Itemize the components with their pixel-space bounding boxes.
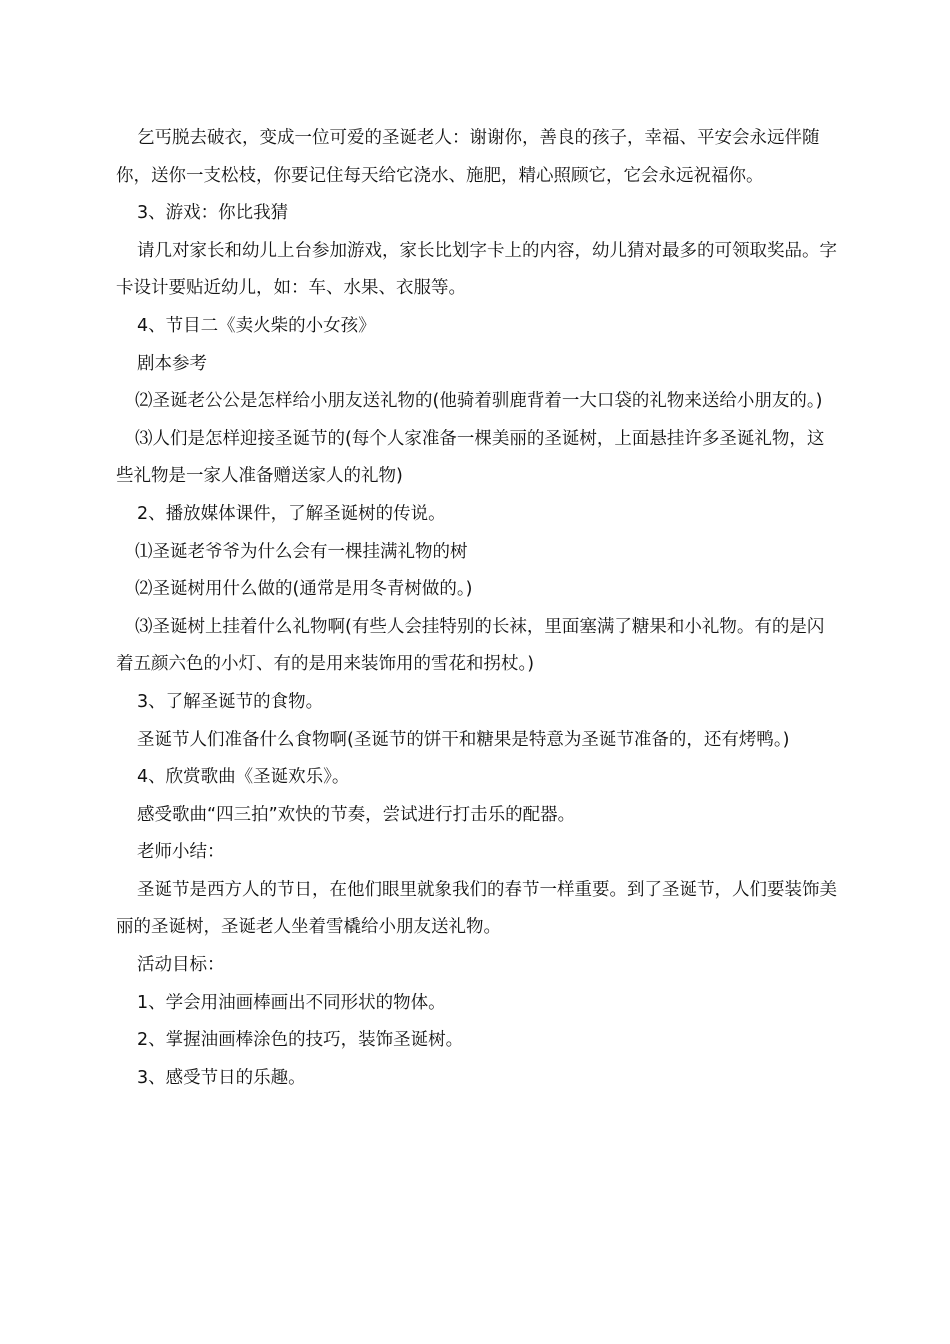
paragraph-song-rhythm: 感受歌曲“四三拍”欢快的节奏，尝试进行打击乐的配器。 bbox=[137, 804, 576, 825]
paragraph-game-rules: 请几对家长和幼儿上台参加游戏，家长比划字卡上的内容，幼儿猜对最多的可领取奖品。字卡设计要贴近幼儿，如：车、水果、衣服等。 bbox=[116, 240, 837, 299]
goal-item-1: 1、学会用油画棒画出不同形状的物体。 bbox=[137, 992, 446, 1013]
goal-item-3: 3、感受节日的乐趣。 bbox=[137, 1067, 306, 1088]
paragraph-beggar-transform: 乞丐脱去破衣，变成一位可爱的圣诞老人：谢谢你，善良的孩子，幸福、平安会永远伴随你，送你一支松枝，你要记住每天给它浇水、施肥，精心照顾它，它会永远祝福你。 bbox=[116, 128, 820, 186]
label-script-reference: 剧本参考 bbox=[137, 353, 207, 374]
heading-media-courseware: 2、播放媒体课件，了解圣诞树的传说。 bbox=[137, 503, 446, 524]
paragraph-summary-text: 圣诞节是西方人的节日，在他们眼里就象我们的春节一样重要。到了圣诞节，人们要装饰美丽的圣诞树，圣诞老人坐着雪橇给小朋友送礼物。 bbox=[116, 879, 837, 938]
paragraph-santa-gifts: ⑵圣诞老公公是怎样给小朋友送礼物的(他骑着驯鹿背着一大口袋的礼物来送给小朋友的。) bbox=[135, 391, 823, 412]
paragraph-tree-question-3: ⑶圣诞树上挂着什么礼物啊(有些人会挂特别的长袜，里面塞满了糖果和小礼物。有的是闪着五颜六色的小灯、有的是用来装饰用的雪花和拐杖。) bbox=[116, 616, 825, 675]
heading-song-appreciation: 4、欣赏歌曲《圣诞欢乐》。 bbox=[137, 767, 350, 788]
label-teacher-summary: 老师小结： bbox=[137, 842, 225, 863]
heading-program-two: 4、节目二《卖火柴的小女孩》 bbox=[137, 315, 376, 336]
label-activity-goals: 活动目标： bbox=[137, 955, 225, 976]
paragraph-food-question: 圣诞节人们准备什么食物啊(圣诞节的饼干和糖果是特意为圣诞节准备的，还有烤鸭。) bbox=[137, 729, 790, 750]
paragraph-tree-question-1: ⑴圣诞老爷爷为什么会有一棵挂满礼物的树 bbox=[135, 541, 468, 562]
heading-christmas-food: 3、了解圣诞节的食物。 bbox=[137, 691, 324, 712]
document-page bbox=[116, 120, 838, 1097]
paragraph-welcome-christmas: ⑶人们是怎样迎接圣诞节的(每个人家准备一棵美丽的圣诞树，上面悬挂许多圣诞礼物，这些礼物是一家人准备赠送家人的礼物) bbox=[116, 428, 825, 487]
heading-game-guess: 3、游戏：你比我猜 bbox=[137, 203, 289, 224]
goal-item-2: 2、掌握油画棒涂色的技巧，装饰圣诞树。 bbox=[137, 1030, 464, 1051]
paragraph-tree-question-2: ⑵圣诞树用什么做的(通常是用冬青树做的。) bbox=[135, 579, 473, 600]
